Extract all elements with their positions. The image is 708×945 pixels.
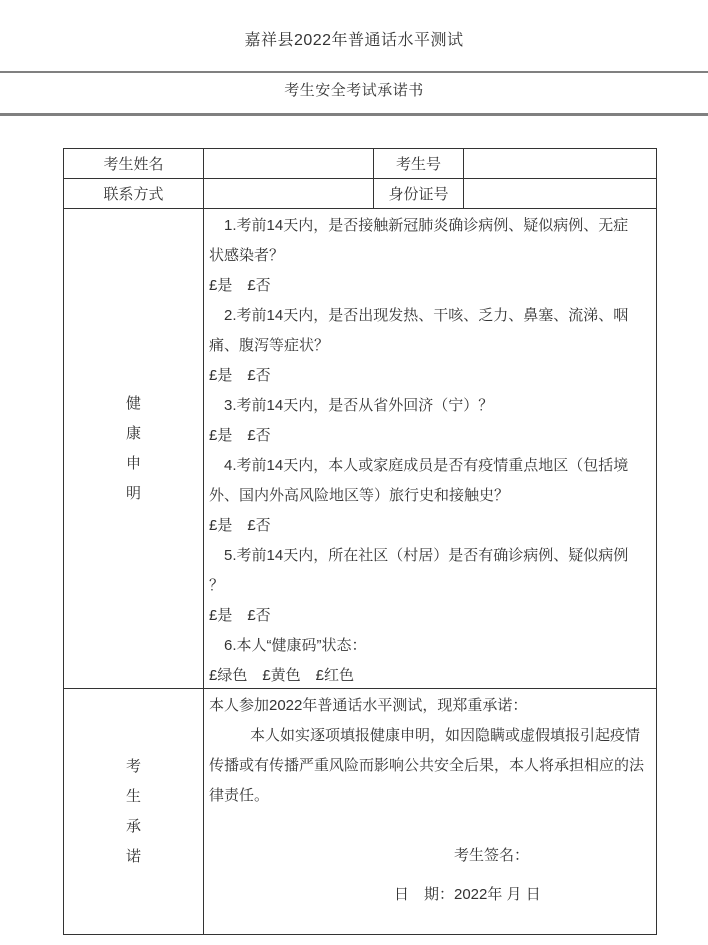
- health-declaration-vertical-label: [64, 209, 204, 689]
- text-line: £是 £否: [209, 277, 271, 294]
- text-line: ？: [209, 577, 225, 594]
- candidate-number-label: 考生号: [374, 149, 464, 179]
- text-line: 状感染者？: [209, 247, 285, 264]
- text-line: 外、国内外高风险地区等）旅行史和接触史？: [209, 487, 510, 504]
- text-line: 5.考前14天内，所在社区（村居）是否有确诊病例、疑似病例: [224, 547, 629, 564]
- text-line: 律责任。: [209, 787, 270, 804]
- text-line: 6.本人“健康码”状态：: [224, 637, 367, 654]
- health-declaration-section: [64, 209, 656, 689]
- health-declaration-content: [204, 209, 656, 689]
- id-number-input-cell[interactable]: [464, 179, 656, 209]
- page-subtitle: 考生安全考试承诺书: [284, 82, 424, 99]
- text-line: [209, 811, 651, 841]
- text-line: 传播或有传播严重风险而影响公共安全后果，本人将承担相应的法: [209, 757, 645, 774]
- contact-label: 联系方式: [64, 179, 204, 209]
- candidate-commitment-section: [64, 689, 656, 934]
- label-char: 考: [125, 757, 141, 775]
- info-row-name-number: [64, 149, 656, 179]
- text-line: 考生签名：: [454, 847, 530, 864]
- horizontal-rule-bottom: [0, 113, 708, 116]
- text-line: 本人参加2022年普通话水平测试，现郑重承诺：: [209, 697, 528, 714]
- text-line: 2.考前14天内，是否出现发热、干咳、乏力、鼻塞、流涕、咽: [224, 307, 629, 324]
- text-line: 1.考前14天内，是否接触新冠肺炎确诊病例、疑似病例、无症: [224, 217, 629, 234]
- text-line: £绿色 £黄色 £红色: [209, 667, 355, 684]
- candidate-commitment-vertical-label: [64, 689, 204, 934]
- label-char: 健: [125, 394, 141, 412]
- label-char: 承: [125, 817, 141, 835]
- page-title: 嘉祥县2022年普通话水平测试: [244, 32, 464, 49]
- text-line: 本人如实逐项填报健康申明，如因隐瞒或虚假填报引起疫情: [250, 727, 641, 744]
- id-number-label: 身份证号: [374, 179, 464, 209]
- candidate-number-input-cell[interactable]: [464, 149, 656, 179]
- text-line: £是 £否: [209, 367, 271, 384]
- candidate-commitment-content: [204, 689, 656, 934]
- horizontal-rule-top: [0, 71, 708, 73]
- text-line: £是 £否: [209, 427, 271, 444]
- text-line: 4.考前14天内，本人或家庭成员是否有疫情重点地区（包括境: [224, 457, 629, 474]
- candidate-name-input-cell[interactable]: [204, 149, 374, 179]
- text-line: 日 期：2022年 月 日: [394, 886, 541, 903]
- label-char: 明: [125, 484, 141, 502]
- text-line: 3.考前14天内，是否从省外回济（宁）？: [224, 397, 494, 414]
- commitment-form-table: [63, 148, 657, 935]
- label-char: 康: [125, 424, 141, 442]
- label-char: 申: [125, 454, 141, 472]
- text-line: £是 £否: [209, 607, 271, 624]
- text-line: 痛、腹泻等症状？: [209, 337, 330, 354]
- candidate-name-label: 考生姓名: [64, 149, 204, 179]
- contact-input-cell[interactable]: [204, 179, 374, 209]
- text-line: £是 £否: [209, 517, 271, 534]
- label-char: 诺: [125, 847, 141, 865]
- label-char: 生: [125, 787, 141, 805]
- info-row-contact-id: [64, 179, 656, 209]
